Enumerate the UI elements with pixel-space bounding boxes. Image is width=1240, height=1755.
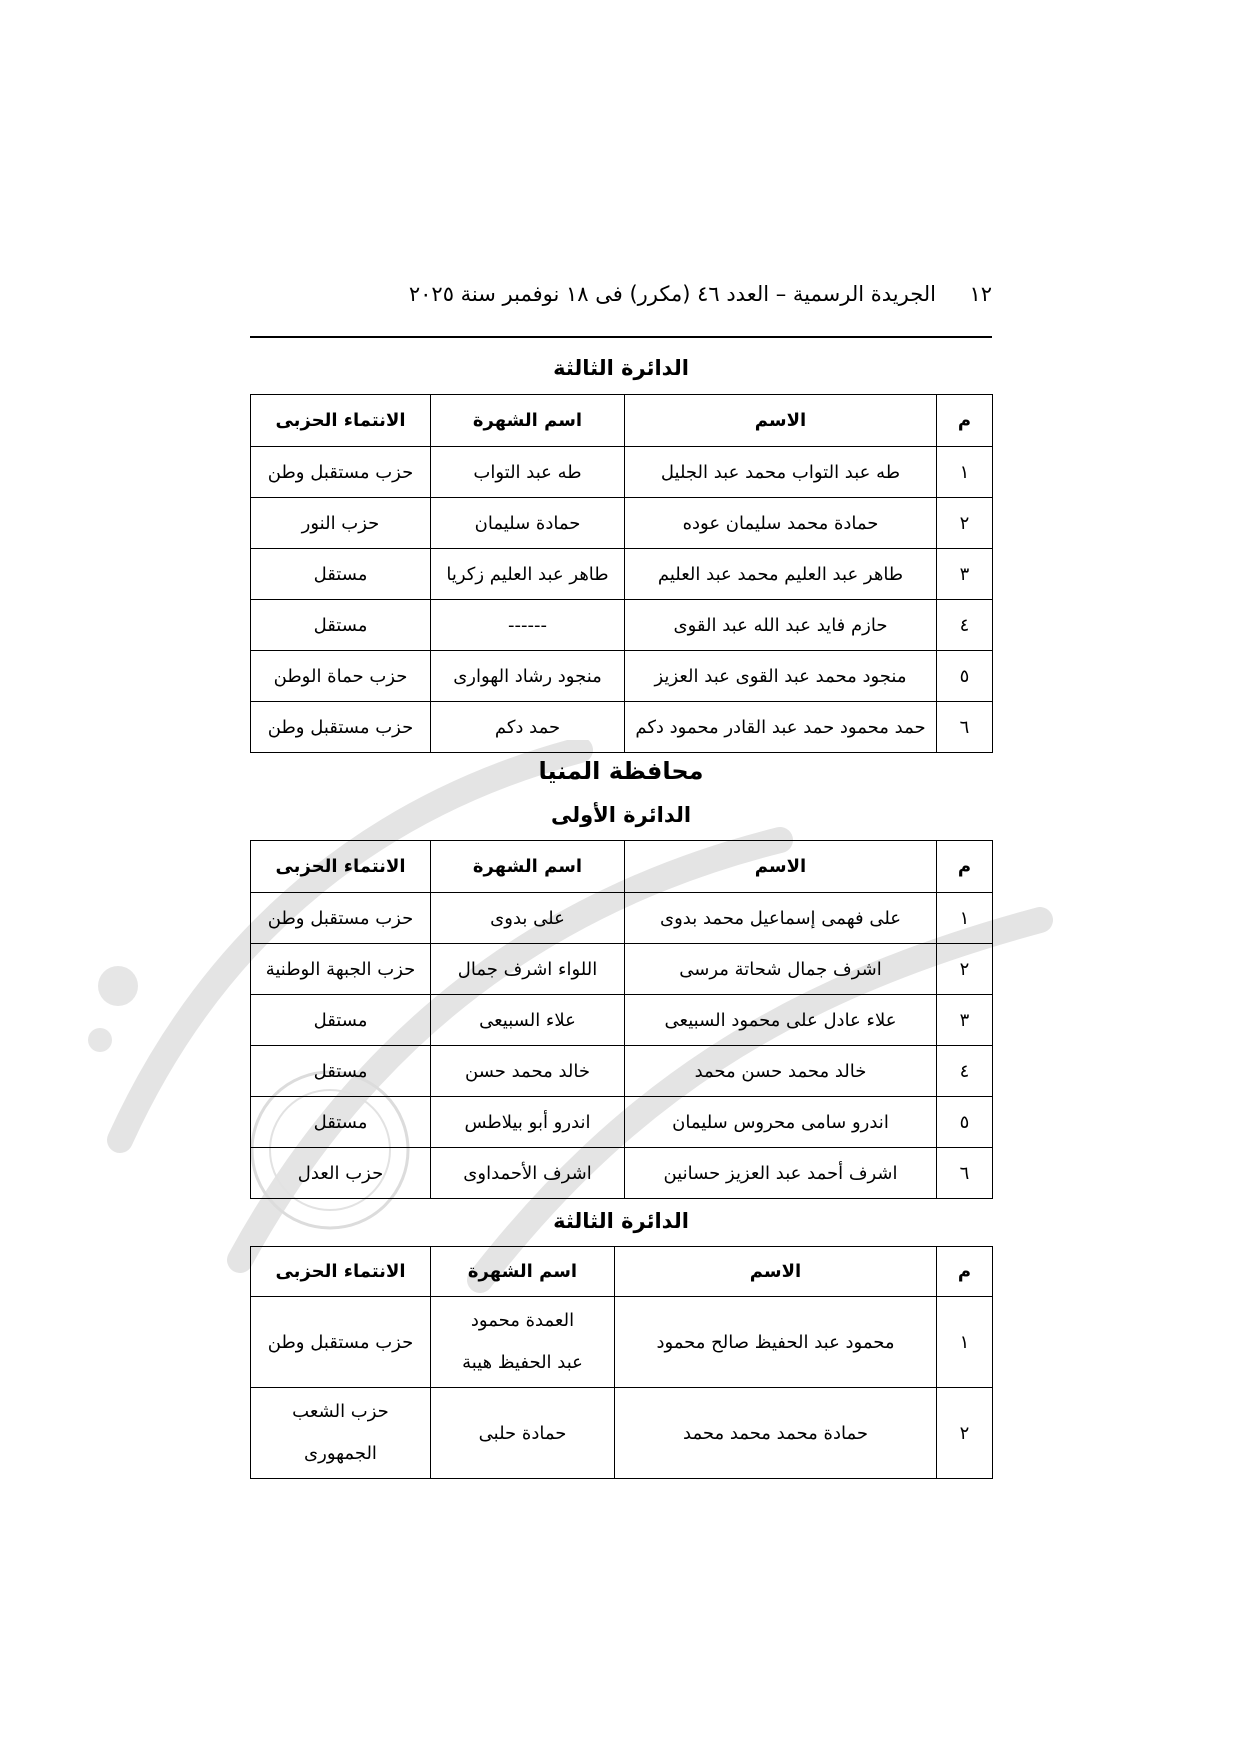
row-num: ٥ [937,1097,993,1148]
candidates-table-section2 [250,840,993,1199]
candidates-table-section1 [250,394,993,753]
row-name: اندرو سامى محروس سليمان [625,1097,937,1148]
row-party: مستقل [251,995,431,1046]
row-nickname [431,1297,615,1388]
row-party: مستقل [251,1046,431,1097]
col-header-party: الانتماء الحزبى [251,841,431,893]
row-num: ٤ [937,600,993,651]
row-num: ٥ [937,651,993,702]
table-row [251,1297,993,1388]
row-party: حزب الجبهة الوطنية [251,944,431,995]
nickname-line-2: عبد الحفيظ هيبة [462,1352,583,1373]
col-header-num: م [937,395,993,447]
table-row [251,1046,993,1097]
row-nickname: علاء السبيعى [431,995,625,1046]
row-nickname: طاهر عبد العليم زكريا [431,549,625,600]
row-party: حزب مستقبل وطن [251,1297,431,1388]
row-party [251,1388,431,1479]
col-header-nickname: اسم الشهرة [431,841,625,893]
table-row [251,893,993,944]
row-num: ٦ [937,1148,993,1199]
col-header-num: م [937,1247,993,1297]
row-name: علاء عادل على محمود السبيعى [625,995,937,1046]
row-name: منجود محمد عبد القوى عبد العزيز [625,651,937,702]
row-num: ٢ [937,1388,993,1479]
candidates-table-section3 [250,1246,993,1479]
row-nickname: حمادة سليمان [431,498,625,549]
row-name: اشرف أحمد عبد العزيز حسانين [625,1148,937,1199]
table-row [251,1097,993,1148]
row-party: حزب النور [251,498,431,549]
col-header-num: م [937,841,993,893]
row-num: ٢ [937,944,993,995]
row-num: ٣ [937,549,993,600]
governorate-title: محافظة المنيا [538,757,704,785]
row-nickname: ------ [431,600,625,651]
section-heading-third-district-2: الدائرة الثالثة [553,1209,689,1233]
row-num: ٦ [937,702,993,753]
row-num: ١ [937,447,993,498]
row-name: محمود عبد الحفيظ صالح محمود [615,1297,937,1388]
row-nickname: اللواء اشرف جمال [431,944,625,995]
page-header [250,282,992,306]
row-num: ١ [937,893,993,944]
row-party: حزب مستقبل وطن [251,702,431,753]
row-name: حمادة محمد محمد محمد [615,1388,937,1479]
table-header-row [251,1247,993,1297]
row-nickname: حمادة حلبى [431,1388,615,1479]
table-row [251,995,993,1046]
row-party: حزب حماة الوطن [251,651,431,702]
section-heading-third-district: الدائرة الثالثة [553,356,689,380]
row-name: خالد محمد حسن محمد [625,1046,937,1097]
row-nickname: على بدوى [431,893,625,944]
row-name: حازم فايد عبد الله عبد القوى [625,600,937,651]
row-name: طه عبد التواب محمد عبد الجليل [625,447,937,498]
row-name: على فهمى إسماعيل محمد بدوى [625,893,937,944]
col-header-name: الاسم [625,395,937,447]
row-num: ٢ [937,498,993,549]
section-heading-first-district: الدائرة الأولى [550,803,692,827]
col-header-name: الاسم [615,1247,937,1297]
table-row [251,702,993,753]
col-header-party: الانتماء الحزبى [251,395,431,447]
row-party: حزب مستقبل وطن [251,893,431,944]
table-row [251,549,993,600]
party-line-2: الجمهورى [304,1443,377,1464]
table-row [251,1148,993,1199]
col-header-name: الاسم [625,841,937,893]
col-header-nickname: اسم الشهرة [431,1247,615,1297]
row-name: حمد محمود حمد عبد القادر محمود دكم [625,702,937,753]
table-row [251,944,993,995]
row-party: مستقل [251,600,431,651]
header-divider [250,336,992,338]
row-num: ١ [937,1297,993,1388]
table-row [251,498,993,549]
row-num: ٤ [937,1046,993,1097]
row-party: مستقل [251,549,431,600]
gazette-title: الجريدة الرسمية – العدد ٤٦ (مكرر) فى ١٨ نوفمبر سنة ٢٠٢٥ [408,282,936,306]
row-party: مستقل [251,1097,431,1148]
row-party: حزب العدل [251,1148,431,1199]
table-row [251,651,993,702]
table-row [251,1388,993,1479]
row-nickname: اشرف الأحمداوى [431,1148,625,1199]
col-header-nickname: اسم الشهرة [431,395,625,447]
row-nickname: منجود رشاد الهوارى [431,651,625,702]
party-line-1: حزب الشعب [292,1401,389,1422]
row-name: حمادة محمد سليمان عوده [625,498,937,549]
table-header-row [251,841,993,893]
table-row [251,447,993,498]
table-row [251,600,993,651]
col-header-party: الانتماء الحزبى [251,1247,431,1297]
row-nickname: حمد دكم [431,702,625,753]
row-name: اشرف جمال شحاتة مرسى [625,944,937,995]
row-nickname: طه عبد التواب [431,447,625,498]
row-nickname: خالد محمد حسن [431,1046,625,1097]
nickname-line-1: العمدة محمود [470,1310,575,1331]
row-name: طاهر عبد العليم محمد عبد العليم [625,549,937,600]
page-number: ١٢ [969,282,992,306]
table-header-row [251,395,993,447]
row-nickname: اندرو أبو بيلاطس [431,1097,625,1148]
row-num: ٣ [937,995,993,1046]
row-party: حزب مستقبل وطن [251,447,431,498]
